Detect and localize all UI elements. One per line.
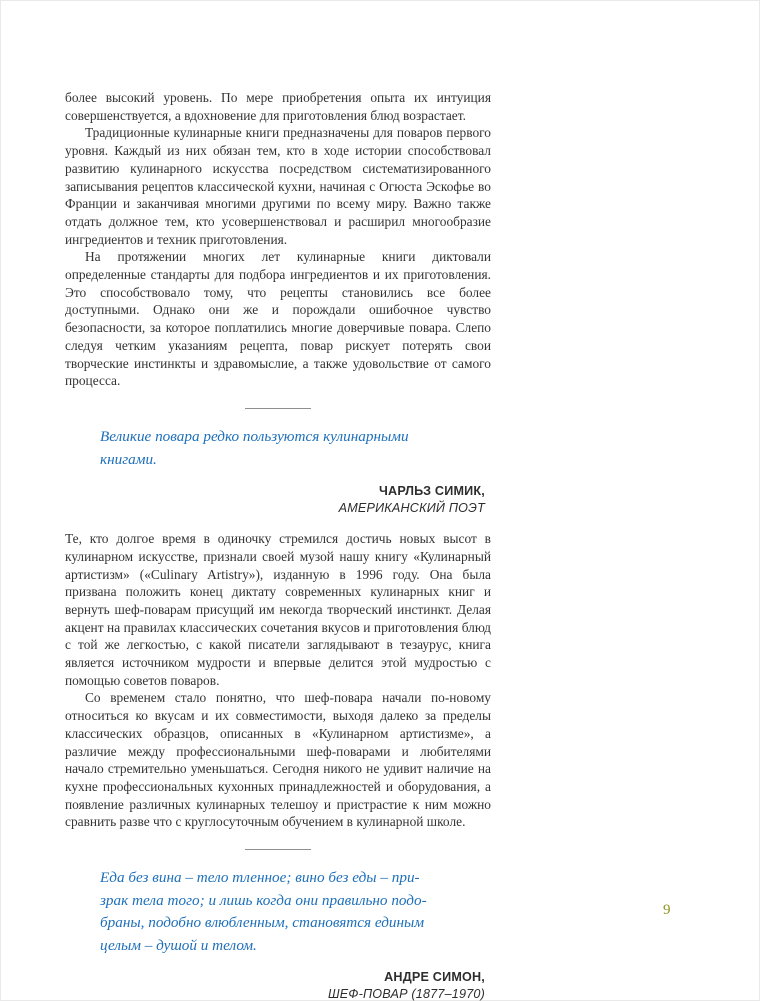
spacer: [65, 517, 491, 530]
section-divider: [245, 408, 311, 409]
quote-2: [100, 867, 491, 957]
text-column: [65, 89, 491, 1001]
quote-line: книгами.: [100, 450, 157, 468]
quote-line: целым – душой и телом.: [100, 936, 257, 954]
paragraph: На протяжении многих лет кулинарные книги диктовали определенные стандарты для подбора ингредиентов и их приготовления. Это способствовало тому, что рецепты становились все более доступными. Однако они же и порождали ошибочное чувство безопасности, за которое поплатились многие доверчивые повара. Слепо следуя четким указаниям рецепта, повар рискует потерять свои творческие инстинкты и здравомыслие, а также удовольствие от самого процесса.: [65, 249, 491, 389]
paragraph: Те, кто долгое время в одиночку стремился достичь новых высот в кулинарном искусстве, признали своей музой нашу книгу «Кулинарный артистизм» («Culinary Artistry»), изданную в 1996 году. Она была призвана положить конец диктату современных кулинарных книг и вернуть шеф-поварам присущий им некогда творческий инстинкт. Делая акцент на правилах классических сочетания вкусов и приготовления блюд с той же легкостью, с какой писатели заглядывают в тезаурус, книга является источником мудрости и впервые делится этой мудростью с помощью советов поваров.: [65, 531, 491, 688]
attribution-name: АНДРЕ СИМОН,: [384, 970, 485, 985]
quote-1: [100, 426, 491, 471]
attribution-name: ЧАРЛЬЗ СИМИК,: [379, 484, 485, 499]
paragraph: более высокий уровень. По мере приобретения опыта их интуиция совершенствуется, а вдохновение для приготовления блюд возрастает.: [65, 90, 491, 123]
page-number: 9: [663, 902, 671, 918]
quote-line: Великие повара редко пользуются кулинарными: [100, 427, 409, 445]
attribution-role: ШЕФ-ПОВАР (1877–1970): [327, 987, 485, 1001]
quote-1-attribution: [65, 483, 491, 517]
section-divider: [245, 849, 311, 850]
quote-line: зрак тела того; и лишь когда они правильно подо-: [100, 891, 427, 909]
quote-2-attribution: [65, 969, 491, 1001]
attribution-role: АМЕРИКАНСКИЙ ПОЭТ: [338, 501, 485, 516]
quote-line: Еда без вина – тело тленное; вино без еды – при-: [100, 869, 420, 887]
quote-line: браны, подобно влюбленным, становятся единым: [100, 914, 425, 932]
paragraph: Со временем стало понятно, что шеф-повара начали по-новому относиться ко вкусам и их совместимости, выходя далеко за пределы классических образцов, описанных в «Кулинарном артистизме», а различие между профессиональными шеф-поварами и любителями начало стремительно уменьшаться. Сегодня никого не удивит наличие на кухне профессиональных кухонных принадлежностей и оборудования, а появление различных кулинарных телешоу и пристрастие к ним можно сравнить разве что с круглосуточным обучением в кулинарной школе.: [65, 690, 491, 830]
paragraph: Традиционные кулинарные книги предназначены для поваров первого уровня. Каждый из них обязан тем, кто в ходе истории способствовал развитию кулинарного искусства посредством систематизированного записывания рецептов классической кухни, начиная с Огюста Эскофье во Франции и заканчивая многими другими по всему миру. Важно также отдать должное тем, кто усовершенствовал и расширил многообразие ингредиентов и техник приготовления.: [65, 125, 491, 247]
